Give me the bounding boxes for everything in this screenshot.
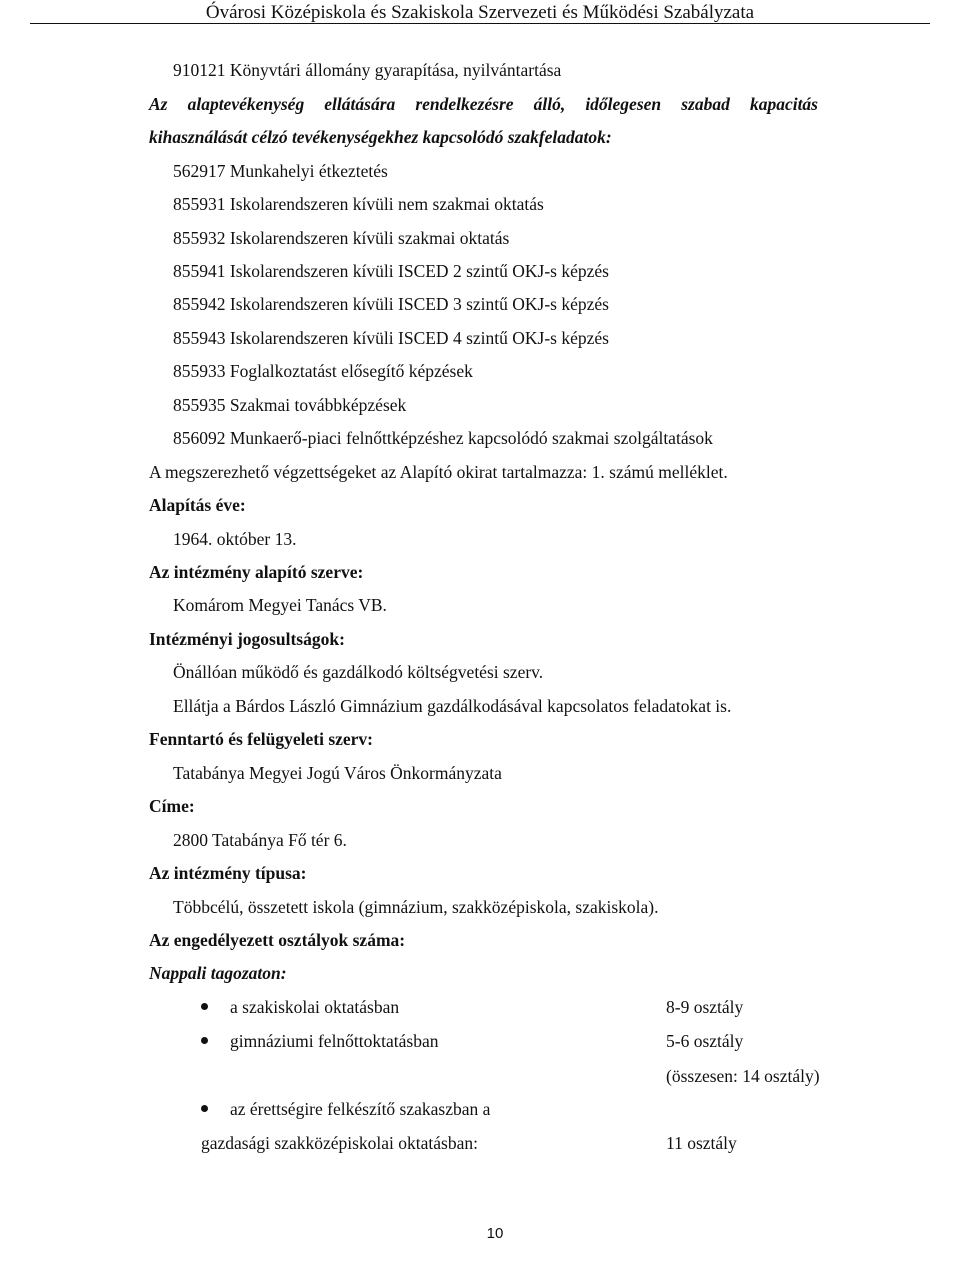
rights-label: Intézményi jogosultságok: [149, 629, 345, 649]
page-header [0, 0, 960, 28]
founding-label: Alapítás éve: [149, 495, 246, 515]
activity-item: 855943 Iskolarendszeren kívüli ISCED 4 szintű OKJ-s képzés [173, 328, 609, 348]
activity-item: 855941 Iskolarendszeren kívüli ISCED 2 szintű OKJ-s képzés [173, 261, 609, 281]
founder-label: Az intézmény alapító szerve: [149, 562, 364, 582]
header-title: Óvárosi Középiskola és Szakiskola Szervezeti és Működési Szabályzata [205, 2, 755, 23]
class-last-line2: gazdasági szakközépiskolai oktatásban: [201, 1133, 478, 1153]
header-rule [30, 23, 930, 24]
classes-sublabel: Nappali tagozaton: [149, 963, 287, 983]
address-value: 2800 Tatabánya Fő tér 6. [173, 830, 347, 850]
bullet-icon [201, 1105, 208, 1112]
class-row-count: 5-6 osztály [666, 1031, 744, 1051]
bullet-icon [201, 1003, 208, 1010]
activity-item: 562917 Munkahelyi étkeztetés [173, 161, 388, 181]
rights-line1: Önállóan működő és gazdálkodó költségvetési szerv. [173, 662, 544, 682]
type-label: Az intézmény típusa: [149, 863, 307, 883]
activity-item: 856092 Munkaerő-piaci felnőttképzéshez kapcsolódó szakmai szolgáltatások [173, 428, 713, 448]
class-row-count: 8-9 osztály [666, 997, 744, 1017]
founding-value: 1964. október 13. [173, 529, 297, 549]
maintainer-label: Fenntartó és felügyeleti szerv: [149, 729, 374, 749]
activity-item: 855933 Foglalkoztatást elősegítő képzések [173, 361, 473, 381]
classes-total: (összesen: 14 osztály) [666, 1066, 820, 1086]
qualifications-note: A megszerezhető végzettségeket az Alapító okirat tartalmazza: 1. számú melléklet. [149, 462, 728, 482]
activity-item: 855935 Szakmai továbbképzések [173, 395, 407, 415]
maintainer-value: Tatabánya Megyei Jogú Város Önkormányzata [173, 763, 502, 783]
rights-line2: Ellátja a Bárdos László Gimnázium gazdálkodásával kapcsolatos feladatokat is. [173, 696, 732, 716]
founder-value: Komárom Megyei Tanács VB. [173, 595, 387, 615]
activity-item: 855931 Iskolarendszeren kívüli nem szakmai oktatás [173, 194, 544, 214]
activity-library: 910121 Könyvtári állomány gyarapítása, nyilvántartása [173, 60, 562, 80]
class-row-name: a szakiskolai oktatásban [230, 997, 400, 1017]
activity-item: 855932 Iskolarendszeren kívüli szakmai oktatás [173, 228, 510, 248]
activity-item: 855942 Iskolarendszeren kívüli ISCED 3 szintű OKJ-s képzés [173, 294, 609, 314]
page-number: 10 [486, 1225, 504, 1242]
class-row-name: gimnáziumi felnőttoktatásban [230, 1031, 439, 1051]
activities-heading-line1: Az alaptevékenység ellátására rendelkezésre álló, időlegesen szabad kapacitás [149, 94, 818, 114]
address-label: Címe: [149, 796, 195, 816]
class-last-line1: az érettségire felkészítő szakaszban a [230, 1099, 491, 1119]
classes-label: Az engedélyezett osztályok száma: [149, 930, 406, 950]
bullet-icon [201, 1037, 208, 1044]
activities-heading-line2: kihasználását célzó tevékenységekhez kapcsolódó szakfeladatok: [149, 127, 612, 147]
type-value: Többcélú, összetett iskola (gimnázium, szakközépiskola, szakiskola). [173, 897, 659, 917]
class-last-count: 11 osztály [666, 1133, 737, 1153]
